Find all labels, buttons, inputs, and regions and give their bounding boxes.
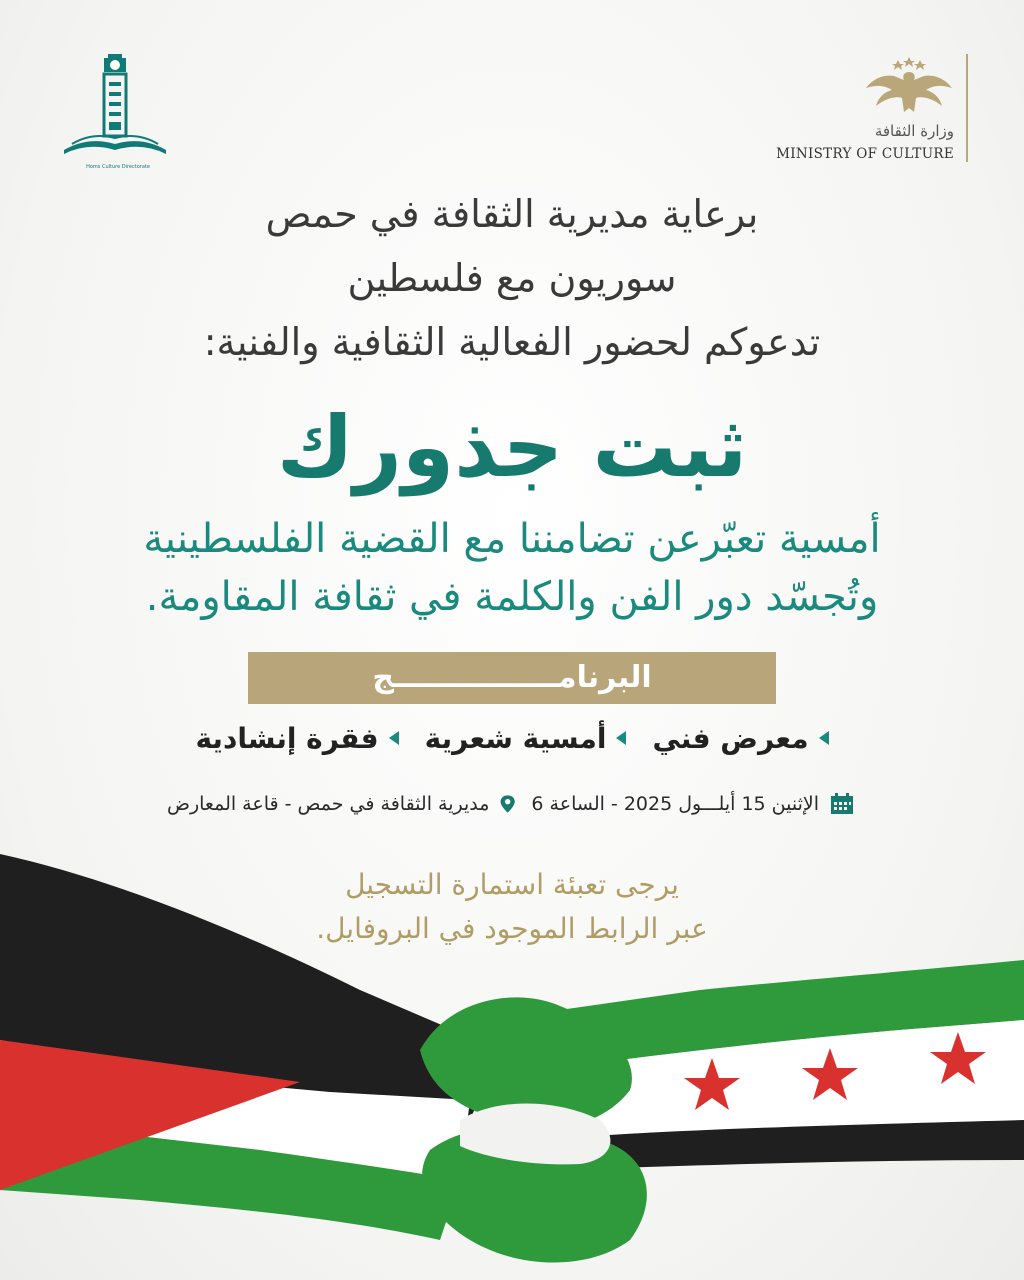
intro-line-2: سوريون مع فلسطين [347,256,677,300]
homs-culture-logo [58,52,178,176]
eagle-icon [864,56,954,114]
logo-divider [966,54,968,162]
registration-line-1: يرجى تعبئة استمارة التسجيل [345,868,679,901]
event-title: ثبت جذورك [276,398,748,496]
clock-tower-icon [58,52,178,164]
ministry-english-name: MINISTRY OF CULTURE [776,146,954,162]
program-item [425,716,627,760]
intro-line-1: برعاية مديرية الثقافة في حمص [265,192,759,236]
triangle-bullet-icon [819,731,829,745]
description-line-1: أمسية تعبّرعن تضامننا مع القضية الفلسطينية [143,516,881,562]
event-location: مديرية الثقافة في حمص - قاعة المعارض [166,793,490,815]
program-item [652,716,828,760]
ministry-of-culture-logo [776,54,968,164]
program-item-label: فقرة إنشادية [195,721,379,755]
program-item-label: معرض فني [652,721,809,755]
program-header: البرنامــــــــــــــــج [248,652,776,704]
location-pin-icon [499,792,521,816]
ministry-arabic-name: وزارة الثقافة [874,122,954,140]
program-item-label: أمسية شعرية [424,721,607,755]
event-date-time: الإثنين 15 أيلـــول 2025 - الساعة 6 [531,793,820,815]
homs-culture-caption: Homs Culture Directorate [86,164,150,170]
calendar-icon [829,792,857,816]
program-items [0,716,1024,760]
intro-line-3: تدعوكم لحضور الفعالية الثقافية والفنية: [203,320,821,364]
triangle-bullet-icon [389,731,399,745]
event-info [0,786,1024,822]
description-line-2: وتُجسّد دور الفن والكلمة في ثقافة المقاومة. [145,574,879,620]
triangle-bullet-icon [616,731,626,745]
program-item [195,716,398,760]
registration-line-2: عبر الرابط الموجود في البروفايل. [316,912,708,945]
